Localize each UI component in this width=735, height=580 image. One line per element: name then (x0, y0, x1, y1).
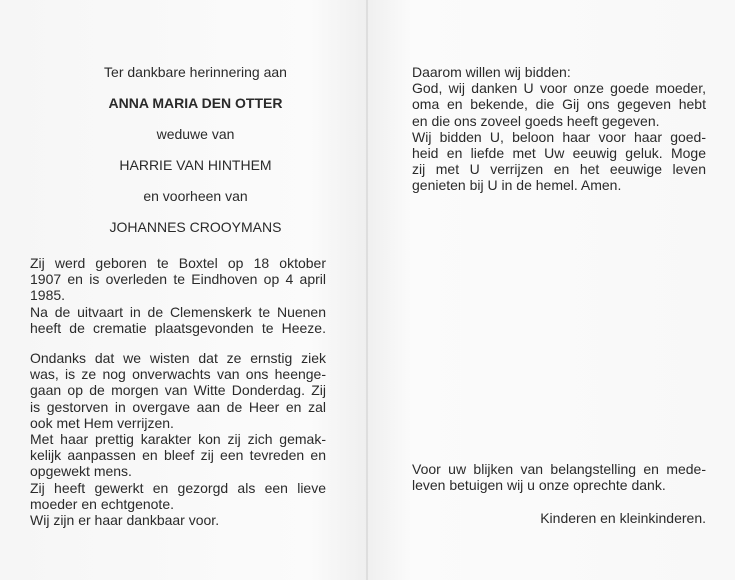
prayer-line: en die ons zoveel goeds heeft gegeven. (412, 112, 660, 129)
bio-line: Zij werd geboren te Boxtel op 18 oktober (30, 255, 326, 271)
text-line: gaan op de morgen van Witte Donderdag. Zij (30, 382, 326, 399)
text-line: was, is ze nog onverwachts van ons heenge- (30, 366, 326, 383)
remembrance-paragraph (30, 350, 326, 528)
text-line: is gestorven in overgave aan de Heer en zal (30, 398, 326, 415)
widow-of-line: weduwe van (156, 126, 235, 142)
thanks-line: Voor uw blijken van belangstelling en mede- (412, 461, 706, 477)
previously-line: en voorheen van (143, 188, 248, 204)
prayer-line: Wij bidden U, beloon haar voor haar goed- (412, 128, 706, 145)
text-line: Met haar prettig karakter kon zij zich gemak- (30, 431, 326, 448)
text-line: Wij zijn er haar dankbaar voor. (30, 512, 220, 529)
prayer-line: God, wij danken U voor onze goede moeder, (412, 80, 706, 97)
bio-line: 1907 en is overleden te Eindhoven op 4 april (30, 271, 326, 288)
bio-line: Na de uitvaart in de Clemenskerk te Nuenen (30, 303, 326, 320)
text-line: Ondanks dat we wisten dat ze ernstig ziek (30, 350, 326, 366)
text-line: moeder en echtgenote. (30, 495, 174, 512)
thanks-paragraph (412, 461, 706, 493)
intro-line: Ter dankbare herinnering aan (104, 64, 287, 80)
first-husband-name: HARRIE VAN HINTHEM (119, 157, 272, 173)
text-line: opgewekt mens. (30, 463, 132, 480)
bio-line: 1985. (30, 287, 66, 304)
prayer-line: heid en liefde met Uw eeuwig geluk. Moge (412, 145, 706, 162)
second-husband-name: JOHANNES CROOYMANS (109, 219, 282, 235)
prayer-line: zij met U verrijzen en het eeuwige leven (412, 161, 706, 178)
text-line: kelijk aanpassen en bleef zij een tevreden en (30, 447, 326, 464)
text-line: Zij heeft gewerkt en gezorgd als een lieve (30, 479, 326, 496)
card-fold (366, 0, 368, 580)
prayer-line: oma en bekende, die Gij ons gegeven hebt (412, 96, 706, 113)
prayer-line: genieten bij U in de hemel. Amen. (412, 177, 622, 194)
bio-line: heeft de crematie plaatsgevonden te Heeze. (30, 319, 326, 336)
biography-paragraph (30, 255, 326, 336)
signature-line: Kinderen en kleinkinderen. (540, 510, 706, 526)
prayer-paragraph (412, 64, 706, 194)
thanks-line: leven betuigen wij u onze oprechte dank. (412, 477, 666, 494)
deceased-name: ANNA MARIA DEN OTTER (108, 95, 283, 111)
prayer-line: Daarom willen wij bidden: (412, 64, 571, 80)
text-line: ook met Hem verrijzen. (30, 414, 174, 431)
